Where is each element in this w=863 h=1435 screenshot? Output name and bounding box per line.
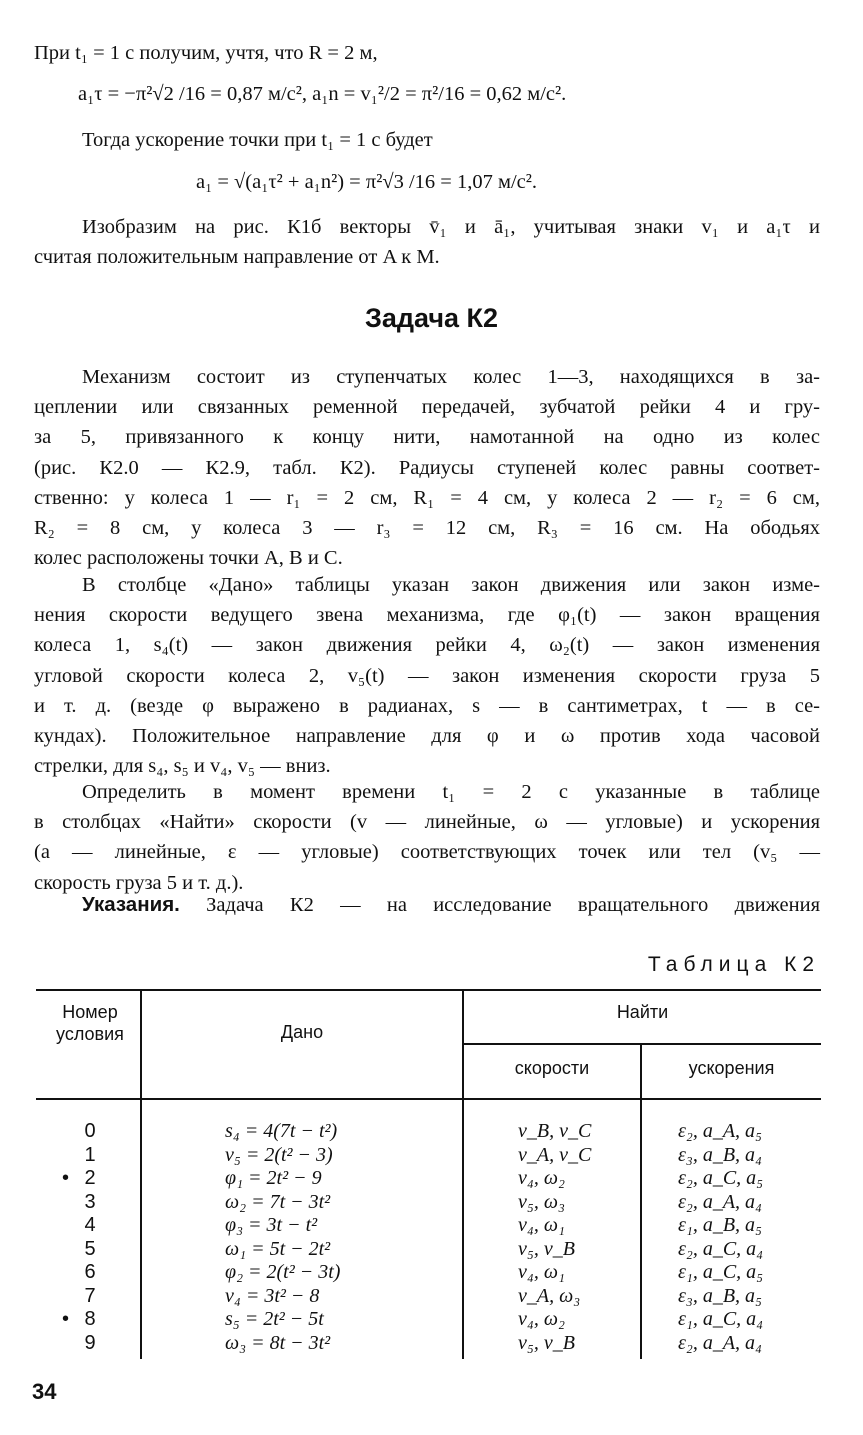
cell-condition-number [40, 1167, 140, 1191]
column-velocities [518, 1120, 628, 1355]
cell-accelerations [678, 1261, 828, 1285]
cell-given-law [225, 1144, 445, 1168]
given-law-value: s₄ = 4(7t − t²) [225, 1120, 338, 1142]
given-law-value: φ₂ = 2(t² − 3t) [225, 1261, 341, 1283]
given-law-value: ω₂ = 7t − 3t² [225, 1190, 331, 1213]
condition-number-value: 5 [84, 1237, 96, 1260]
row-marker: • [62, 1308, 70, 1330]
cell-condition-number [40, 1191, 140, 1215]
cell-velocities [518, 1332, 628, 1356]
cell-velocities [518, 1238, 628, 1262]
given-law-value: s₅ = 2t² − 5t [225, 1308, 324, 1330]
velocities-value: v₄, ω₂ [518, 1167, 565, 1189]
mechanism-line: Механизм состоит из ступенчатых колес 1—3, находящихся в за- [82, 366, 820, 388]
velocities-value: v₅, v_B [518, 1237, 575, 1260]
condition-number-value: 7 [84, 1284, 96, 1307]
given-line: и т. д. (везде φ выражено в радианах, s — в сантиметрах, t — в се- [34, 694, 820, 717]
condition-number-value: 3 [84, 1190, 96, 1213]
given-law-value: ω₃ = 8t − 3t² [225, 1331, 331, 1354]
instructions-text: Задача К2 — на исследование вращательного движения [206, 894, 821, 916]
condition-number-value: 0 [84, 1120, 96, 1142]
cell-velocities [518, 1167, 628, 1191]
given-law-value: v₅ = 2(t² − 3) [225, 1143, 333, 1166]
cell-accelerations [678, 1120, 828, 1144]
accelerations-value: ε₃, a_B, a₄ [678, 1143, 763, 1166]
given-law-value: v₄ = 3t² − 8 [225, 1284, 320, 1307]
cell-velocities [518, 1120, 628, 1144]
page-number: 34 [32, 1379, 57, 1404]
header-condition-number: Номер условия [56, 1002, 124, 1044]
table-header-bottom-rule [36, 1098, 821, 1100]
intro-line-3: Тогда ускорение точки при t₁ = 1 с будет [82, 129, 433, 151]
determine-line: скорость груза 5 и т. д.). [34, 871, 244, 894]
given-line: угловой скорости колеса 2, v₅(t) — закон изменения скорости груза 5 [34, 664, 820, 687]
given-law-value: ω₁ = 5t − 2t² [225, 1237, 331, 1260]
condition-number-value: 1 [84, 1143, 96, 1166]
cell-given-law [225, 1191, 445, 1215]
formula-acceleration-components: a₁τ = −π²√2 /16 = 0,87 м/с², a₁n = v₁²/2 = π²/16 = 0,62 м/с². [78, 83, 567, 105]
accelerations-value: ε₂, a_A, a₄ [678, 1190, 763, 1213]
cell-given-law [225, 1120, 445, 1144]
velocities-value: v₄, ω₁ [518, 1261, 565, 1283]
cell-accelerations [678, 1332, 828, 1356]
cell-velocities [518, 1214, 628, 1238]
cell-accelerations [678, 1238, 828, 1262]
mechanism-line: за 5, привязанного к концу нити, намотанной на одно из колес [34, 426, 820, 449]
column-condition-number [40, 1120, 140, 1355]
accelerations-value: ε₂, a_C, a₅ [678, 1167, 764, 1189]
header-accelerations: ускорения [688, 1058, 775, 1078]
formula-total-acceleration: a₁ = √(a₁τ² + a₁n²) = π²√3 /16 = 1,07 м/с². [196, 171, 538, 193]
table-divider-num-given [140, 989, 142, 1359]
mechanism-line: цеплении или связанных ременной передачей, зубчатой рейки 4 и гру- [34, 396, 820, 419]
cell-given-law [225, 1332, 445, 1356]
velocities-value: v₄, ω₁ [518, 1214, 565, 1236]
cell-accelerations [678, 1167, 828, 1191]
velocities-value: v₅, ω₃ [518, 1190, 565, 1213]
accelerations-value: ε₂, a_A, a₅ [678, 1120, 763, 1142]
given-line: В столбце «Дано» таблицы указан закон движения или закон изме- [82, 574, 820, 596]
instructions-label: Указания. [82, 893, 180, 916]
condition-number-value: 9 [84, 1331, 96, 1354]
accelerations-value: ε₁, a_B, a₅ [678, 1214, 763, 1236]
condition-number-value: 4 [84, 1214, 96, 1236]
column-given [225, 1120, 445, 1355]
cell-given-law [225, 1238, 445, 1262]
determine-line: в столбцах «Найти» скорости (v — линейные, ω — угловые) и ускорения [34, 811, 820, 834]
accelerations-value: ε₂, a_A, a₄ [678, 1331, 763, 1354]
cell-given-law [225, 1308, 445, 1332]
table-top-rule [36, 989, 821, 991]
cell-given-law [225, 1214, 445, 1238]
accelerations-value: ε₁, a_C, a₅ [678, 1261, 764, 1283]
table-divider-vel-acc [640, 1043, 642, 1359]
header-find: Найти [616, 1002, 669, 1022]
determine-line: Определить в момент времени t₁ = 2 с указанные в таблице [82, 781, 820, 803]
cell-accelerations [678, 1285, 828, 1309]
table-divider-given-find [462, 989, 464, 1359]
header-velocities: скорости [514, 1058, 590, 1078]
header-given: Дано [280, 1022, 324, 1042]
paragraph-instructions [82, 890, 820, 920]
column-accelerations [678, 1120, 828, 1355]
intro-line-1: При t₁ = 1 с получим, учтя, что R = 2 м, [34, 42, 378, 64]
cell-velocities [518, 1191, 628, 1215]
given-line: кундах). Положительное направление для φ и ω против хода часовой [34, 725, 820, 747]
velocities-value: v₅, v_B [518, 1331, 575, 1354]
intro-line-6: считая положительным направление от A к M. [34, 246, 440, 268]
cell-velocities [518, 1285, 628, 1309]
cell-condition-number [40, 1120, 140, 1144]
cell-condition-number [40, 1332, 140, 1356]
velocities-value: v_A, v_C [518, 1143, 592, 1166]
cell-condition-number [40, 1214, 140, 1238]
condition-number-value: 8 [84, 1308, 96, 1330]
table-caption: Таблица К2 [647, 953, 820, 976]
determine-line: (a — линейные, ε — угловые) соответствующих точек или тел (v₅ — [34, 841, 820, 864]
condition-number-value: 2 [84, 1167, 96, 1189]
given-law-value: φ₁ = 2t² − 9 [225, 1167, 322, 1189]
cell-given-law [225, 1261, 445, 1285]
condition-number-value: 6 [84, 1261, 96, 1283]
cell-condition-number [40, 1238, 140, 1262]
accelerations-value: ε₁, a_C, a₄ [678, 1308, 764, 1330]
mechanism-line: колес расположены точки A, B и C. [34, 547, 343, 570]
intro-line-5: Изобразим на рис. К1б векторы v̄₁ и ā₁, учитывая знаки v₁ и a₁τ и [82, 216, 820, 238]
given-line: нения скорости ведущего звена механизма, где φ₁(t) — закон вращения [34, 604, 820, 627]
cell-accelerations [678, 1191, 828, 1215]
velocities-value: v_A, ω₃ [518, 1284, 581, 1307]
cell-condition-number [40, 1285, 140, 1309]
velocities-value: v₄, ω₂ [518, 1308, 565, 1330]
cell-velocities [518, 1261, 628, 1285]
cell-given-law [225, 1285, 445, 1309]
given-line: колеса 1, s₄(t) — закон движения рейки 4, ω₂(t) — закон изменения [34, 634, 820, 657]
given-line: стрелки, для s₄, s₅ и v₄, v₅ — вниз. [34, 755, 331, 778]
mechanism-line: R₂ = 8 см, у колеса 3 — r₃ = 12 см, R₃ = 16 см. На ободьях [34, 517, 820, 539]
cell-accelerations [678, 1308, 828, 1332]
task-title: Задача К2 [364, 303, 499, 333]
cell-velocities [518, 1308, 628, 1332]
accelerations-value: ε₃, a_B, a₅ [678, 1284, 763, 1307]
cell-condition-number [40, 1144, 140, 1168]
row-marker: • [62, 1167, 70, 1189]
accelerations-value: ε₂, a_C, a₄ [678, 1237, 764, 1260]
cell-velocities [518, 1144, 628, 1168]
table-find-subheader-rule [464, 1043, 821, 1045]
cell-given-law [225, 1167, 445, 1191]
given-law-value: φ₃ = 3t − t² [225, 1214, 318, 1236]
cell-accelerations [678, 1214, 828, 1238]
mechanism-line: ственно: у колеса 1 — r₁ = 2 см, R₁ = 4 см, у колеса 2 — r₂ = 6 см, [34, 486, 820, 509]
velocities-value: v_B, v_C [518, 1120, 592, 1142]
cell-condition-number [40, 1308, 140, 1332]
cell-accelerations [678, 1144, 828, 1168]
mechanism-line: (рис. К2.0 — К2.9, табл. К2). Радиусы ступеней колес равны соответ- [34, 456, 820, 479]
cell-condition-number [40, 1261, 140, 1285]
